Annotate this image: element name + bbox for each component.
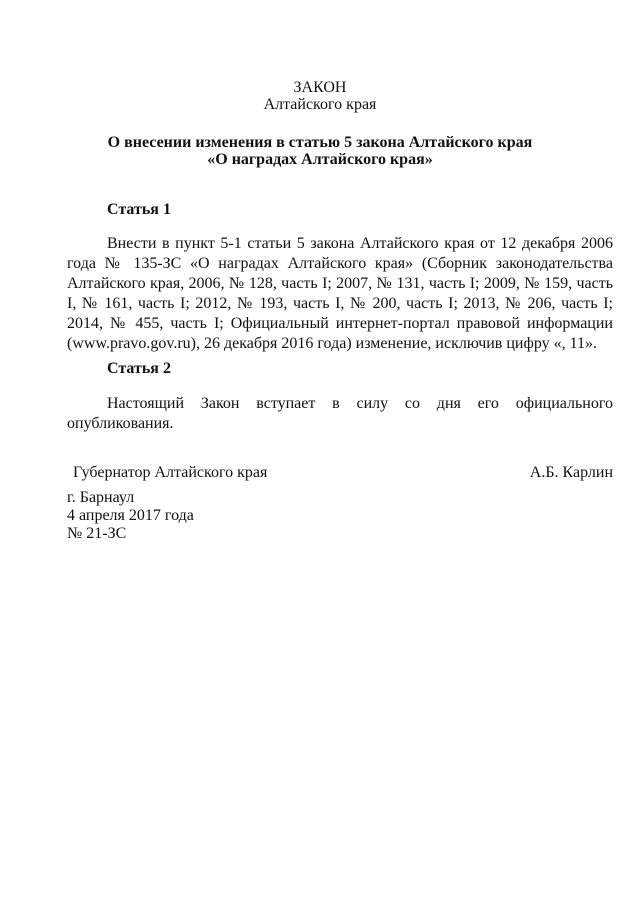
article-1-body: Внести в пункт 5-1 статьи 5 закона Алтайского края от 12 декабря 2006 года № 135-ЗС «О наградах Алтайского края» (Сборник законодательства Алтайского края, 2006, № 128, часть I; 2007, № 131, часть I; 2009, № 159, часть I, № 161, часть I; 2012, № 193, часть I, № 200, часть I; 2013, № 206, часть I; 2014, № 455, часть I; Официальный интернет-портал правовой информации (www.pravo.gov.ru), 26 декабря 2016 года) изменение, исключив цифру «, 11».: [67, 235, 613, 352]
signing-date: 4 апреля 2017 года: [67, 507, 194, 524]
document-region: Алтайского края: [263, 96, 377, 113]
signatory-name: А.Б. Карлин: [529, 464, 613, 481]
law-number: № 21-ЗС: [67, 525, 127, 542]
signing-city: г. Барнаул: [67, 489, 135, 506]
signatory-position: Губернатор Алтайского края: [73, 464, 268, 481]
law-title-line-1: О внесении изменения в статью 5 закона Алтайского края: [107, 134, 533, 151]
article-2-heading: Статья 2: [107, 360, 171, 377]
document-meta: [67, 489, 194, 543]
article-1-heading: Статья 1: [107, 201, 171, 218]
document-type: ЗАКОН: [293, 79, 347, 96]
article-2-body: Настоящий Закон вступает в силу со дня его официального опубликования.: [67, 395, 613, 432]
law-title-line-2: «О наградах Алтайского края»: [207, 151, 433, 168]
